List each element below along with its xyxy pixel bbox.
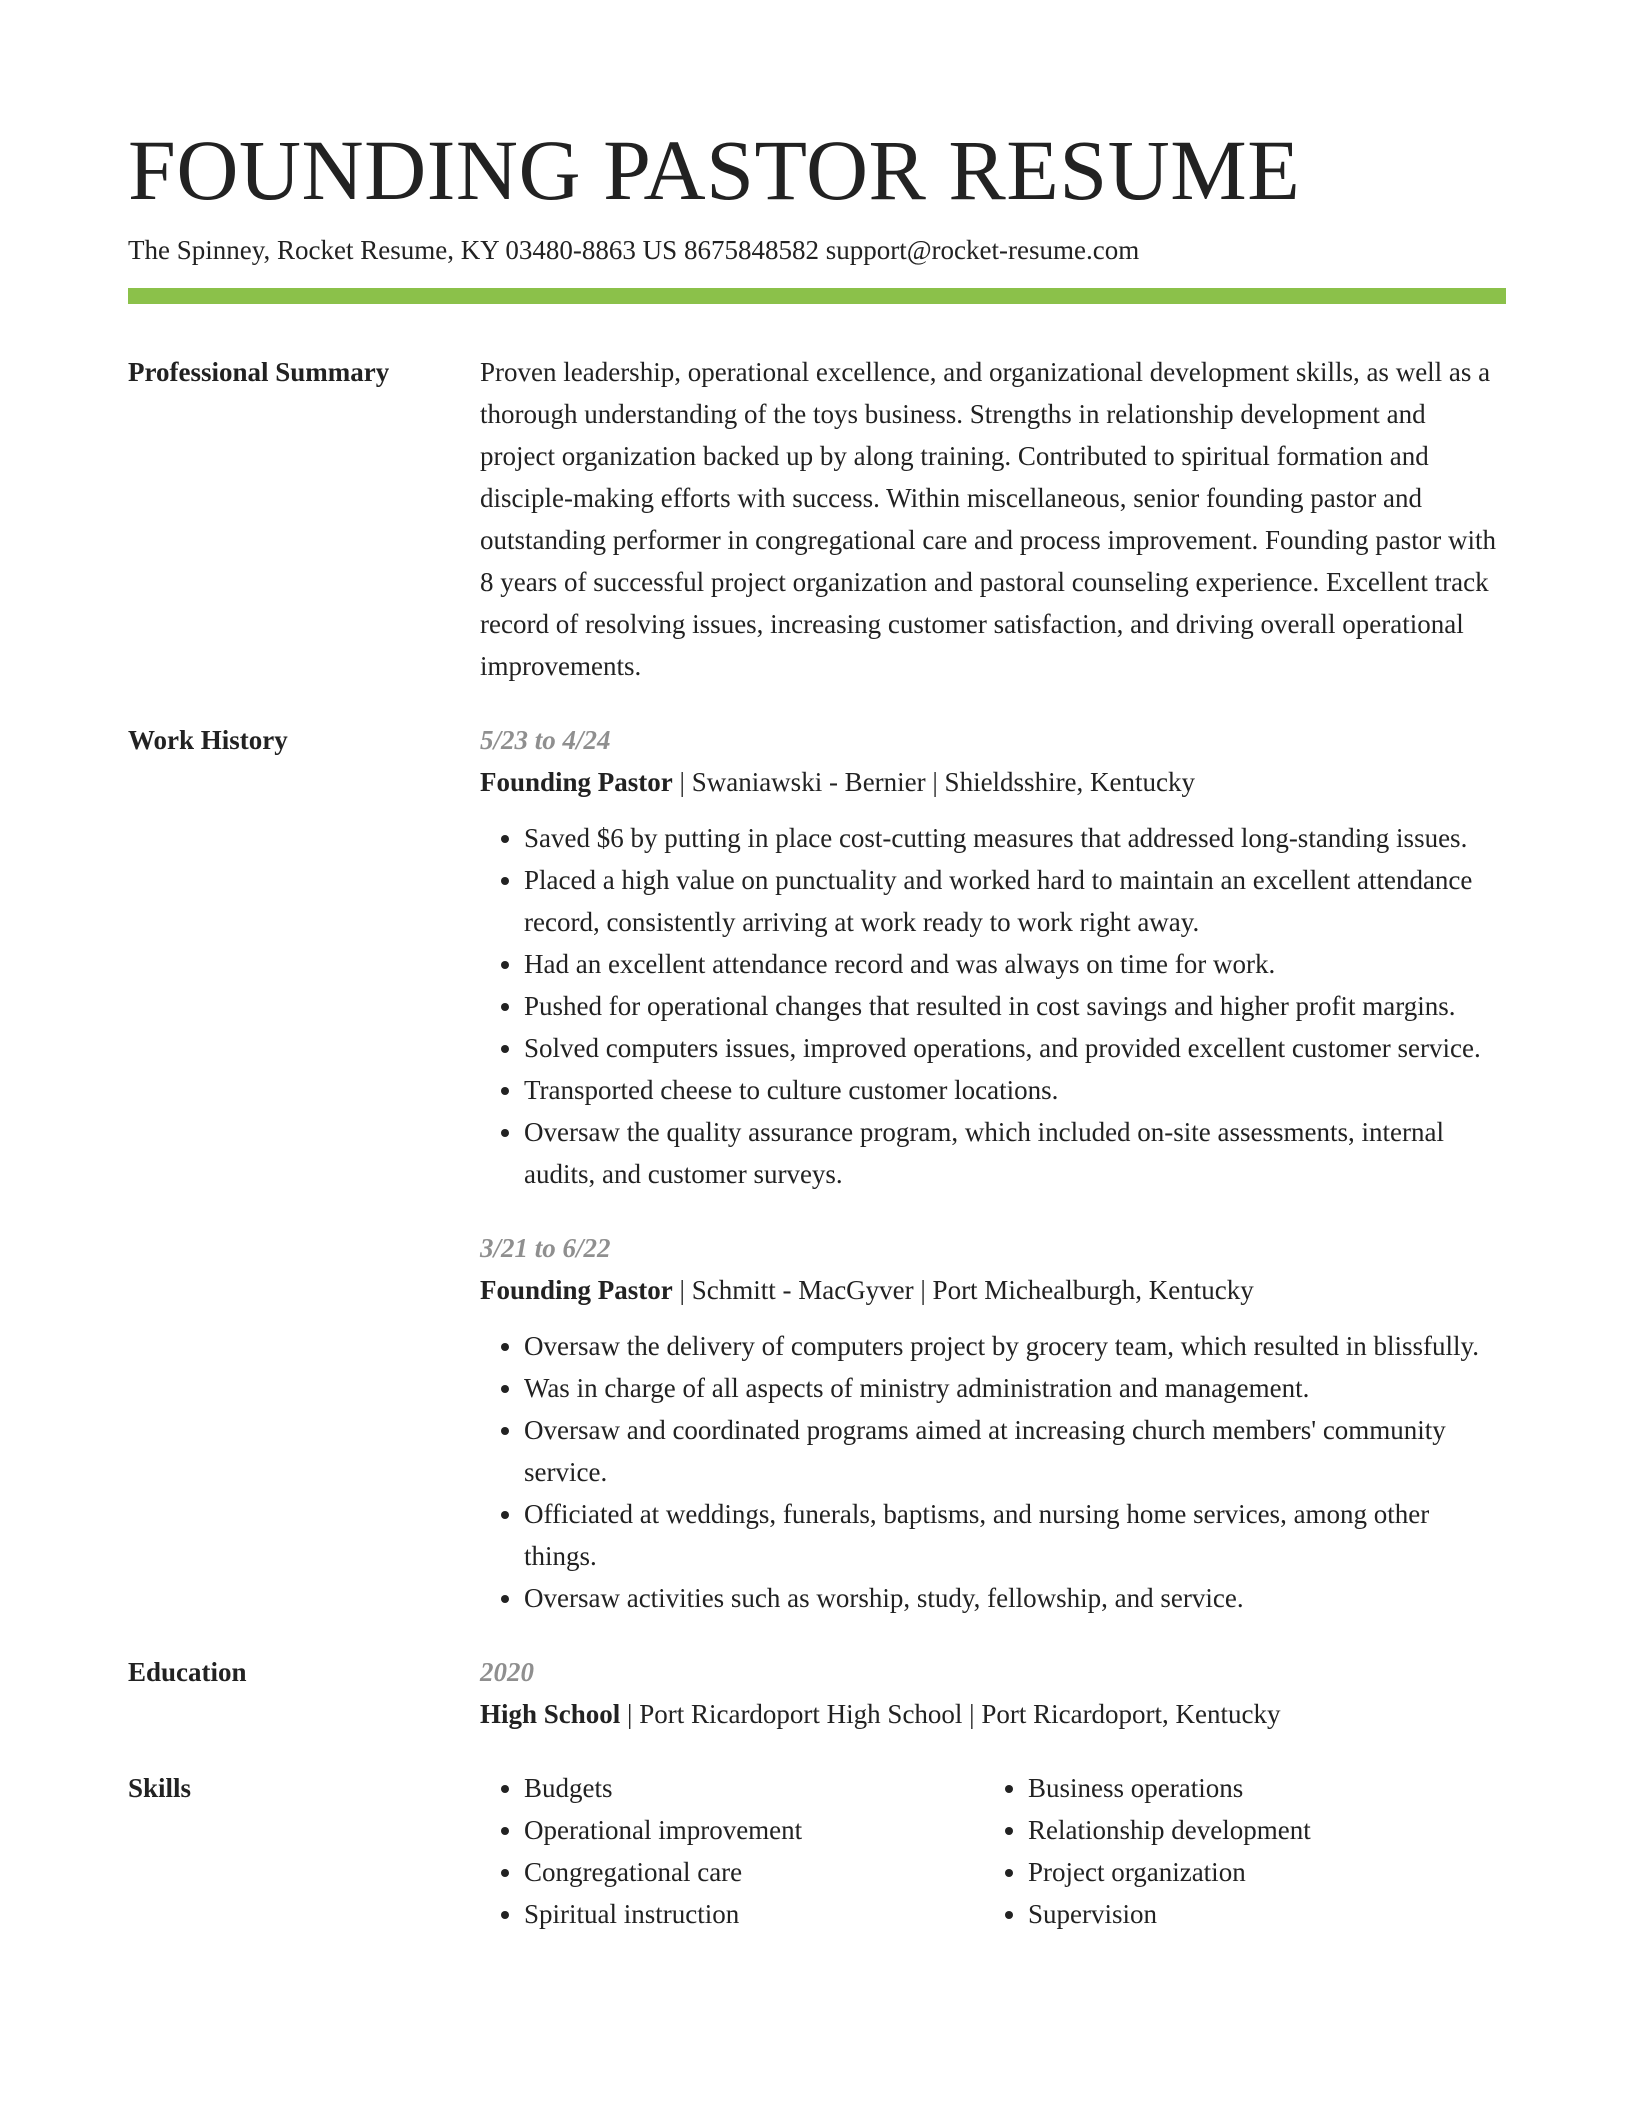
section-label-summary: Professional Summary <box>128 357 390 387</box>
list-item: • Officiated at weddings, funerals, baptisms, and nursing home services, among other things. <box>524 1493 1506 1577</box>
job-bullets <box>480 1325 1506 1619</box>
education-year: 2020 <box>480 1657 534 1687</box>
job-heading <box>480 1269 1506 1311</box>
job-title: Founding Pastor <box>480 767 673 797</box>
skills-list-left <box>480 1767 984 1935</box>
job-details: | Swaniawski - Bernier | Shieldsshire, Kentucky <box>672 767 1196 797</box>
job-dates: 3/21 to 6/22 <box>480 1233 611 1263</box>
section-label-skills: Skills <box>128 1773 192 1803</box>
section-label-work-history: Work History <box>128 725 288 755</box>
education-section <box>128 1651 1506 1735</box>
education-details: | Port Ricardoport High School | Port Ricardoport, Kentucky <box>620 1699 1281 1729</box>
job-details: | Schmitt - MacGyver | Port Michealburgh, Kentucky <box>672 1275 1254 1305</box>
list-item: • Budgets <box>524 1767 984 1809</box>
job-dates: 5/23 to 4/24 <box>480 725 611 755</box>
education-content <box>480 1651 1506 1735</box>
summary-text: Proven leadership, operational excellence, and organizational development skills, as well as a thorough understanding of the toys business. Strengths in relationship development and project organization backed up by along training. Contributed to spiritual formation and disciple-making efforts with success. Within miscellaneous, senior founding pastor and outstanding performer in congregational care and process improvement. Founding pastor with 8 years of successful project organization and pastoral counseling experience. Excellent track record of resolving issues, increasing customer satisfaction, and driving overall operational improvements. <box>480 357 1496 681</box>
resume-page <box>128 120 1506 1935</box>
education-heading <box>480 1693 1506 1735</box>
job-title: Founding Pastor <box>480 1275 673 1305</box>
skills-section <box>128 1767 1506 1935</box>
list-item: • Transported cheese to culture customer locations. <box>524 1069 1506 1111</box>
list-item: • Oversaw and coordinated programs aimed at increasing church members' community service. <box>524 1409 1506 1493</box>
list-item: • Pushed for operational changes that resulted in cost savings and higher profit margins. <box>524 985 1506 1027</box>
list-item: • Oversaw the delivery of computers project by grocery team, which resulted in blissfully. <box>524 1325 1506 1367</box>
list-item: • Congregational care <box>524 1851 984 1893</box>
list-item: • Spiritual instruction <box>524 1893 984 1935</box>
section-label-education: Education <box>128 1657 247 1687</box>
accent-divider <box>128 288 1506 304</box>
list-item: • Oversaw activities such as worship, study, fellowship, and service. <box>524 1577 1506 1619</box>
list-item: • Project organization <box>1028 1851 1548 1893</box>
list-item: • Solved computers issues, improved operations, and provided excellent customer service. <box>524 1027 1506 1069</box>
list-item: • Saved $6 by putting in place cost-cutting measures that addressed long-standing issues. <box>524 817 1506 859</box>
list-item: • Supervision <box>1028 1893 1548 1935</box>
list-item: • Had an excellent attendance record and was always on time for work. <box>524 943 1506 985</box>
list-item: • Placed a high value on punctuality and worked hard to maintain an excellent attendance record, consistently arriving at work ready to work right away. <box>524 859 1506 943</box>
work-history-content <box>480 719 1506 1619</box>
job-bullets <box>480 817 1506 1195</box>
professional-summary-section <box>128 351 1506 687</box>
list-item: • Was in charge of all aspects of ministry administration and management. <box>524 1367 1506 1409</box>
work-history-section <box>128 719 1506 1619</box>
list-item: • Relationship development <box>1028 1809 1548 1851</box>
skills-grid <box>480 1767 1548 1935</box>
contact-line: The Spinney, Rocket Resume, KY 03480-8863 US 8675848582 support@rocket-resume.com <box>128 235 1140 265</box>
list-item: • Business operations <box>1028 1767 1548 1809</box>
skills-list-right <box>984 1767 1548 1935</box>
job-entry <box>480 719 1506 1195</box>
list-item: • Oversaw the quality assurance program, which included on-site assessments, internal audits, and customer surveys. <box>524 1111 1506 1195</box>
list-item: • Operational improvement <box>524 1809 984 1851</box>
education-degree: High School <box>480 1699 621 1729</box>
job-heading <box>480 761 1506 803</box>
job-entry <box>480 1227 1506 1619</box>
resume-title: FOUNDING PASTOR RESUME <box>128 122 1301 218</box>
